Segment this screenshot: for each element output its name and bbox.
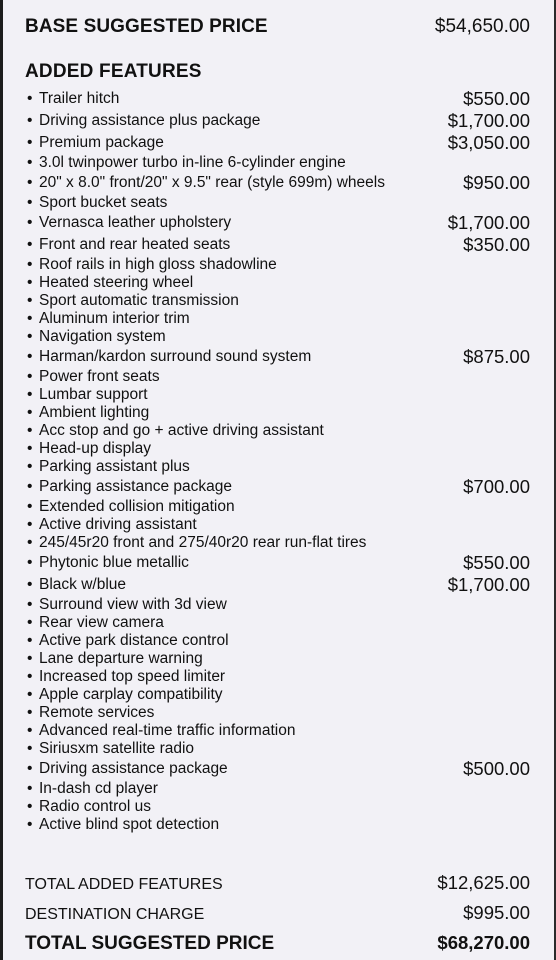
feature-name: • Vernasca leather upholstery: [27, 212, 231, 234]
feature-price: $500.00: [463, 758, 530, 779]
feature-item: [27, 132, 530, 154]
feature-name: • Driving assistance plus package: [27, 110, 260, 132]
feature-item: [27, 234, 530, 256]
feature-name: • Surround view with 3d view: [27, 596, 227, 614]
feature-price: $950.00: [463, 172, 530, 193]
feature-name: • Increased top speed limiter: [27, 668, 225, 686]
total-suggested-price-row: [25, 932, 530, 955]
base-price-row: [25, 16, 530, 38]
total-suggested-price-label: TOTAL SUGGESTED PRICE: [25, 933, 275, 954]
feature-name: • Lane departure warning: [27, 650, 203, 668]
feature-item: [27, 458, 530, 476]
feature-name: • Siriusxm satellite radio: [27, 740, 194, 758]
feature-name: • Power front seats: [27, 368, 160, 386]
feature-name: • 3.0l twinpower turbo in-line 6-cylinder engine: [27, 154, 346, 172]
feature-name: • Head-up display: [27, 440, 151, 458]
feature-item: [27, 740, 530, 758]
base-price-value: $54,650.00: [434, 16, 530, 37]
feature-item: [27, 552, 530, 574]
feature-name: • Premium package: [27, 132, 164, 154]
feature-name: • Advanced real-time traffic information: [27, 722, 295, 740]
destination-charge-label: DESTINATION CHARGE: [25, 906, 205, 923]
feature-price: $350.00: [463, 234, 530, 255]
feature-item: [27, 404, 530, 422]
feature-name: • In-dash cd player: [27, 780, 158, 798]
feature-item: [27, 476, 530, 498]
total-added-features-value: $12,625.00: [437, 872, 530, 893]
feature-item: [27, 88, 530, 110]
feature-item: [27, 328, 530, 346]
feature-name: • Parking assistant plus: [27, 458, 190, 476]
feature-item: [27, 498, 530, 516]
feature-name: • Navigation system: [27, 328, 166, 346]
feature-item: [27, 686, 530, 704]
feature-name: • Active park distance control: [27, 632, 229, 650]
feature-item: [27, 292, 530, 310]
feature-item: [27, 422, 530, 440]
feature-name: • Roof rails in high gloss shadowline: [27, 256, 277, 274]
added-features-heading: ADDED FEATURES: [25, 61, 202, 82]
feature-item: [27, 172, 530, 194]
feature-item: [27, 798, 530, 816]
feature-item: [27, 212, 530, 234]
feature-name: • Trailer hitch: [27, 88, 119, 110]
feature-price: $550.00: [463, 552, 530, 573]
feature-item: [27, 650, 530, 668]
feature-name: • 20" x 8.0" front/20" x 9.5" rear (style 699m) wheels: [27, 172, 385, 194]
feature-price: $875.00: [463, 346, 530, 367]
feature-name: • Apple carplay compatibility: [27, 686, 223, 704]
feature-name: • Aluminum interior trim: [27, 310, 190, 328]
total-suggested-price-value: $68,270.00: [437, 932, 530, 953]
feature-item: [27, 346, 530, 368]
feature-price: $550.00: [463, 88, 530, 109]
feature-price: $1,700.00: [447, 110, 530, 131]
feature-item: [27, 440, 530, 458]
total-added-features-label: TOTAL ADDED FEATURES: [25, 876, 223, 893]
feature-name: • Radio control us: [27, 798, 151, 816]
feature-name: • 245/45r20 front and 275/40r20 rear run-flat tires: [27, 534, 366, 552]
feature-item: [27, 256, 530, 274]
feature-name: • Driving assistance package: [27, 758, 228, 780]
feature-name: • Active blind spot detection: [27, 816, 219, 834]
feature-item: [27, 194, 530, 212]
feature-name: • Lumbar support: [27, 386, 148, 404]
feature-item: [27, 516, 530, 534]
feature-item: [27, 596, 530, 614]
feature-price: $1,700.00: [447, 212, 530, 233]
feature-item: [27, 274, 530, 292]
feature-name: • Harman/kardon surround sound system: [27, 346, 311, 368]
feature-price: $3,050.00: [447, 132, 530, 153]
total-added-features-row: [25, 872, 530, 894]
feature-item: [27, 704, 530, 722]
feature-item: [27, 632, 530, 650]
feature-name: • Heated steering wheel: [27, 274, 193, 292]
feature-name: • Front and rear heated seats: [27, 234, 230, 256]
feature-item: [27, 574, 530, 596]
feature-name: • Sport automatic transmission: [27, 292, 239, 310]
feature-item: [27, 534, 530, 552]
feature-item: [27, 386, 530, 404]
feature-item: [27, 310, 530, 328]
feature-name: • Active driving assistant: [27, 516, 197, 534]
feature-item: [27, 668, 530, 686]
feature-name: • Rear view camera: [27, 614, 164, 632]
feature-item: [27, 154, 530, 172]
feature-item: [27, 368, 530, 386]
feature-name: • Black w/blue: [27, 574, 126, 596]
feature-item: [27, 614, 530, 632]
base-price-label: BASE SUGGESTED PRICE: [25, 16, 268, 37]
feature-item: [27, 110, 530, 132]
feature-name: • Phytonic blue metallic: [27, 552, 189, 574]
feature-name: • Remote services: [27, 704, 154, 722]
feature-price: $1,700.00: [447, 574, 530, 595]
feature-item: [27, 758, 530, 780]
feature-item: [27, 722, 530, 740]
features-list: [27, 88, 530, 834]
destination-charge-value: $995.00: [463, 902, 530, 923]
feature-price: $700.00: [463, 476, 530, 497]
feature-name: • Extended collision mitigation: [27, 498, 235, 516]
feature-item: [27, 816, 530, 834]
feature-name: • Acc stop and go + active driving assistant: [27, 422, 324, 440]
feature-name: • Sport bucket seats: [27, 194, 167, 212]
feature-name: • Ambient lighting: [27, 404, 149, 422]
feature-item: [27, 780, 530, 798]
feature-name: • Parking assistance package: [27, 476, 232, 498]
destination-charge-row: [25, 902, 530, 924]
